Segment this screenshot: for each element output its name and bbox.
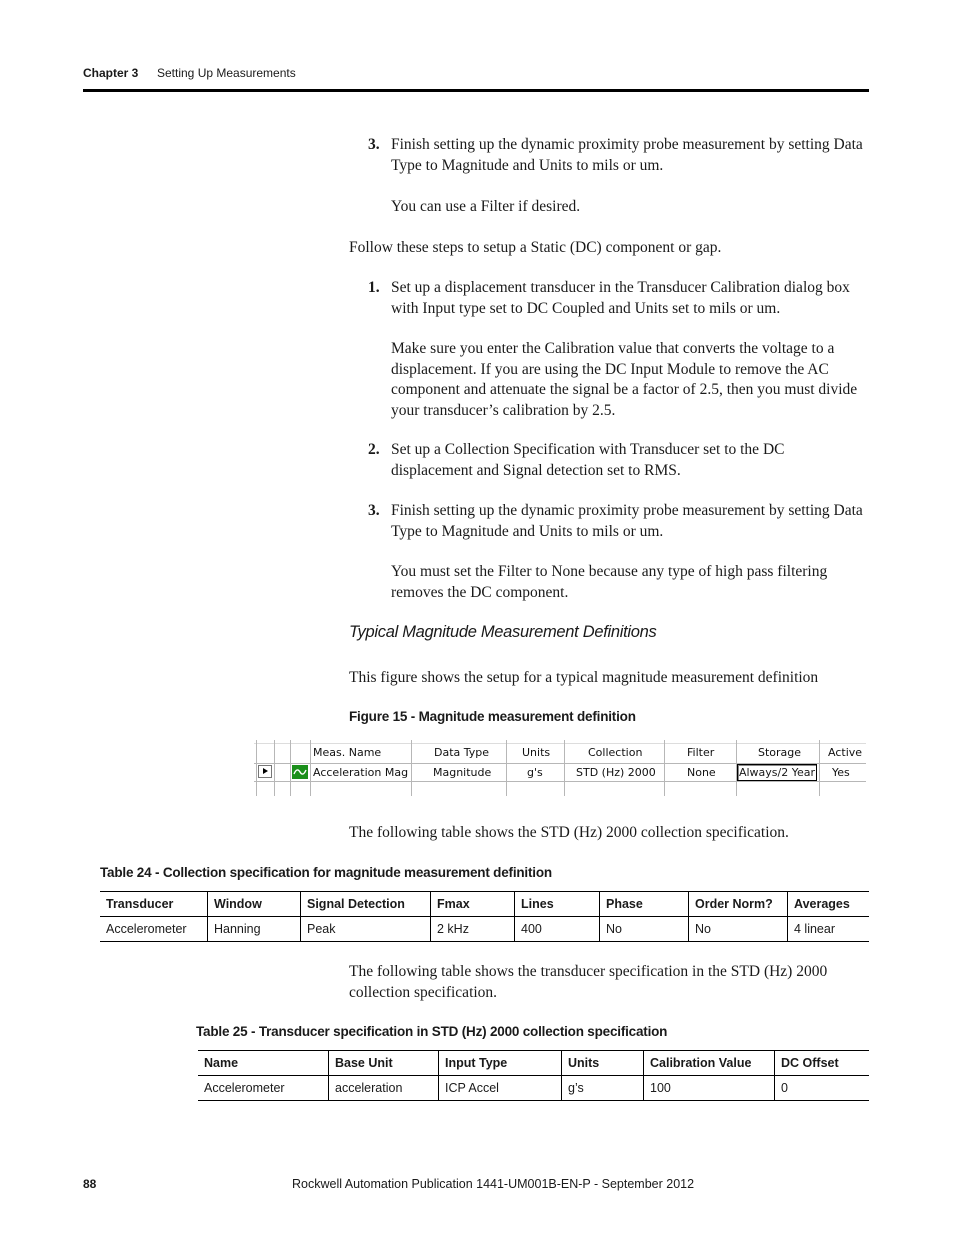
- table-header-row: [100, 892, 869, 917]
- table24-caption: Table 24 - Collection specification for magnitude measurement definition: [100, 865, 552, 880]
- intro-static: Follow these steps to setup a Static (DC) component or gap.: [349, 239, 722, 256]
- table-header: Phase: [600, 892, 689, 917]
- section-subheading: Typical Magnitude Measurement Definitions: [349, 623, 657, 641]
- table-header: Base Unit: [329, 1051, 439, 1076]
- grid-line: [664, 740, 665, 796]
- grid-line: [254, 781, 866, 782]
- table-header: Name: [198, 1051, 329, 1076]
- transducer-spec-table: [198, 1050, 869, 1101]
- table-cell: acceleration: [329, 1076, 439, 1101]
- table-header: Input Type: [439, 1051, 562, 1076]
- collection-spec-table: [100, 891, 869, 942]
- step-number: 3.: [368, 502, 380, 519]
- figure-intro: This figure shows the setup for a typical magnitude measurement definition: [349, 669, 819, 686]
- grid-cell-storage[interactable]: Always/2 Year: [738, 766, 816, 779]
- step-number: 1.: [368, 279, 380, 296]
- grid-header-collection[interactable]: Collection: [588, 746, 643, 759]
- grid-cell-units[interactable]: g's: [527, 766, 543, 779]
- header-rule: [83, 89, 869, 92]
- step-number: 2.: [368, 441, 380, 458]
- page-number: 88: [83, 1177, 97, 1191]
- grid-line: [290, 740, 291, 796]
- table-cell: No: [600, 917, 689, 942]
- figure-caption: Figure 15 - Magnitude measurement definition: [349, 709, 636, 724]
- table-row: [198, 1076, 869, 1101]
- table-cell: No: [689, 917, 788, 942]
- grid-cell-active[interactable]: Yes: [832, 766, 850, 779]
- table-cell: Accelerometer: [100, 917, 208, 942]
- table-cell: 4 linear: [788, 917, 870, 942]
- table-header-row: [198, 1051, 869, 1076]
- step-text: Set up a displacement transducer in the Transducer Calibration dialog box with Input type set to DC Coupled and Units set to mils or um.: [391, 279, 850, 317]
- table-cell: 400: [515, 917, 600, 942]
- grid-header-filter[interactable]: Filter: [687, 746, 715, 759]
- table-header: Signal Detection: [301, 892, 431, 917]
- step-note: You can use a Filter if desired.: [391, 198, 581, 215]
- measurement-grid: [254, 740, 866, 796]
- table-header: Transducer: [100, 892, 208, 917]
- grid-cell-filter[interactable]: None: [687, 766, 716, 779]
- step-note: You must set the Filter to None because any type of high pass filtering removes the DC component.: [391, 563, 828, 601]
- table-cell: Hanning: [208, 917, 301, 942]
- publication-info: Rockwell Automation Publication 1441-UM001B-EN-P - September 2012: [292, 1177, 695, 1191]
- grid-line: [310, 740, 311, 796]
- grid-header-data-type[interactable]: Data Type: [434, 746, 490, 759]
- table-cell: 0: [775, 1076, 870, 1101]
- grid-line: [506, 740, 507, 796]
- table-cell: 2 kHz: [431, 917, 515, 942]
- grid-line: [254, 743, 866, 744]
- sine-wave-icon: [292, 765, 308, 779]
- grid-cell-meas-name[interactable]: Acceleration Mag: [313, 766, 409, 779]
- grid-header-meas-name[interactable]: Meas. Name: [313, 746, 382, 759]
- table25-caption: Table 25 - Transducer specification in STD (Hz) 2000 collection specification: [196, 1024, 668, 1039]
- table-row: [100, 917, 869, 942]
- grid-line: [256, 740, 257, 796]
- table-header: Units: [562, 1051, 644, 1076]
- table-header: Averages: [788, 892, 870, 917]
- grid-line: [274, 740, 275, 796]
- chapter-title: Setting Up Measurements: [157, 66, 296, 80]
- grid-header-active[interactable]: Active: [828, 746, 863, 759]
- grid-header-units[interactable]: Units: [522, 746, 551, 759]
- table-header: DC Offset: [775, 1051, 870, 1076]
- step-text: Finish setting up the dynamic proximity probe measurement by setting Data Type to Magnitude and Units to mils or um.: [391, 502, 863, 540]
- table-header: Order Norm?: [689, 892, 788, 917]
- table-cell: Accelerometer: [198, 1076, 329, 1101]
- table-cell: 100: [644, 1076, 775, 1101]
- step-number: 3.: [368, 136, 380, 153]
- chapter-label: Chapter 3: [83, 66, 139, 80]
- grid-line: [564, 740, 565, 796]
- grid-header-storage[interactable]: Storage: [758, 746, 802, 759]
- table-header: Fmax: [431, 892, 515, 917]
- table-cell: ICP Accel: [439, 1076, 562, 1101]
- table25-intro: The following table shows the transducer specification in the STD (Hz) 2000 collection specification.: [349, 963, 828, 1001]
- play-arrow-icon[interactable]: [258, 765, 272, 778]
- step-text: Finish setting up the dynamic proximity probe measurement by setting Data Type to Magnitude and Units to mils or um.: [391, 136, 863, 174]
- table-header: Window: [208, 892, 301, 917]
- grid-cell-collection[interactable]: STD (Hz) 2000: [576, 766, 656, 779]
- table-header: Lines: [515, 892, 600, 917]
- grid-line: [819, 740, 820, 796]
- table24-intro: The following table shows the STD (Hz) 2000 collection specification.: [349, 824, 789, 841]
- table-cell: Peak: [301, 917, 431, 942]
- table-cell: g’s: [562, 1076, 644, 1101]
- table-header: Calibration Value: [644, 1051, 775, 1076]
- step-text: Set up a Collection Specification with Transducer set to the DC displacement and Signal detection set to RMS.: [391, 441, 785, 479]
- grid-line: [411, 740, 412, 796]
- grid-cell-data-type[interactable]: Magnitude: [433, 766, 492, 779]
- step-note: Make sure you enter the Calibration value that converts the voltage to a displacement. If you are using the DC Input Module to remove the AC component and attenuate the signal be a factor of 2.5, then you must divide your transducer’s calibration by 2.5.: [391, 340, 858, 419]
